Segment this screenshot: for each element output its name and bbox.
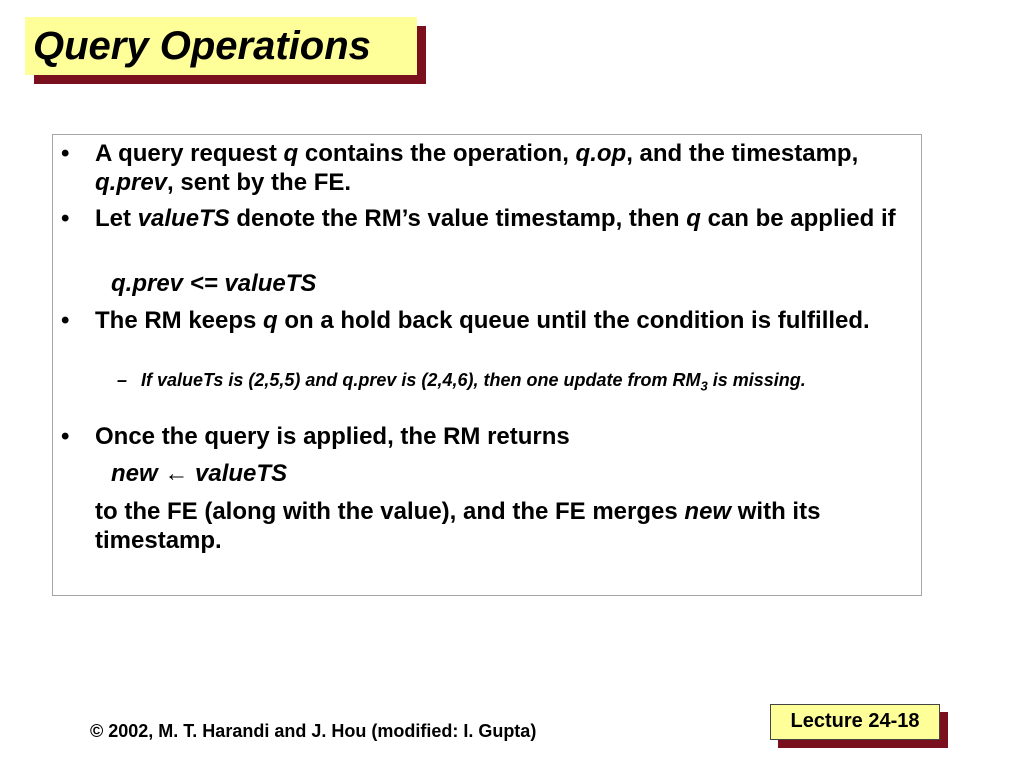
lecture-badge: Lecture 24-18 bbox=[770, 704, 940, 740]
bullet-3-symbol: • bbox=[61, 307, 70, 334]
copyright-text: © 2002, M. T. Harandi and J. Hou (modified: I. Gupta) bbox=[90, 721, 537, 741]
title-box bbox=[25, 17, 417, 75]
left-arrow-icon: ← bbox=[164, 460, 189, 487]
content-frame: • A query request q contains the operation, q.op, and the timestamp, q.prev, sent by the FE. • Let valueTS denote the RM’s value timestamp, then q can be applied if q.prev <= valueTS • The RM keeps q on a hold back queue until the condition is fulfilled. – If valueTs is (2,5,5) and q.prev is (2,4,6), then one update from $RM_3$ is missing. • Once the query is applied, the RM returns new ← valueTS to the FE (along with the value), and the FE merges new with its timestamp. bbox=[52, 134, 922, 596]
slide-title: Query Operations bbox=[33, 24, 371, 68]
sub-bullet-text: If valueTs is (2,5,5) and q.prev is (2,4,6), then one update from $RM_3$ is missing. bbox=[141, 370, 806, 394]
bullet-2-text: Let valueTS denote the RM’s value timestamp, then q can be applied if bbox=[95, 205, 896, 232]
bullet-3-text: The RM keeps q on a hold back queue until the condition is fulfilled. bbox=[95, 307, 870, 334]
bullet-1-text: A query request q contains the operation, q.op, and the timestamp, q.prev, sent by the FE. bbox=[95, 140, 859, 196]
sub-bullet-dash: – bbox=[117, 370, 128, 390]
bullet-4-symbol: • bbox=[61, 423, 70, 450]
bullet-2-symbol: • bbox=[61, 205, 70, 232]
bullet-4-text: Once the query is applied, the RM returns bbox=[95, 423, 570, 450]
bullet-1-symbol: • bbox=[61, 140, 70, 167]
